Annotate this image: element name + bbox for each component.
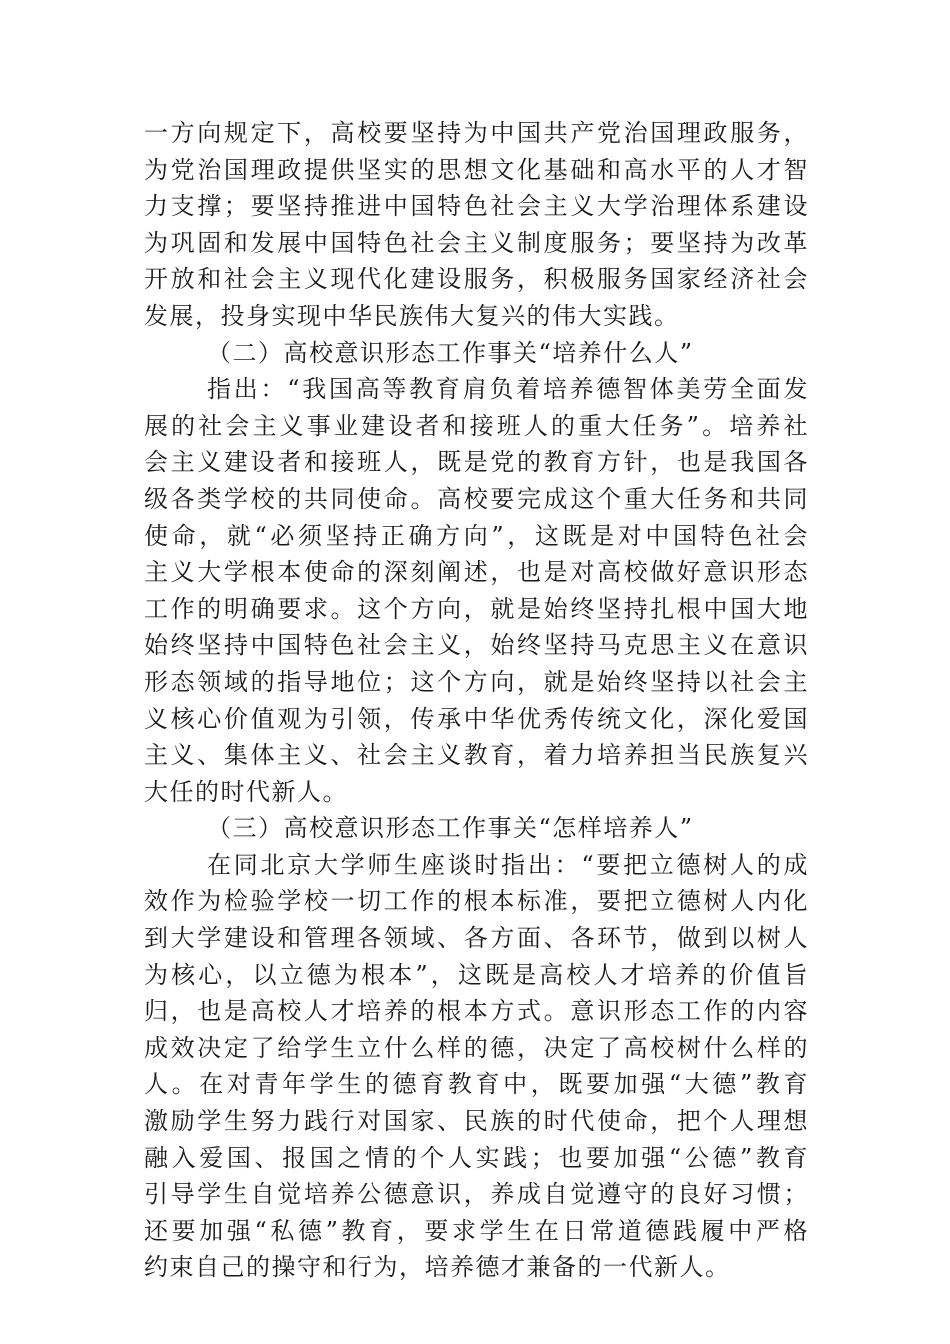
paragraph-line: 为党治国理政提供坚实的思想文化基础和高水平的人才智 [144,155,809,184]
paragraph-line: 到大学建设和管理各领域、各方面、各环节，做到以树人 [144,924,809,953]
paragraph-line: 力支撑；要坚持推进中国特色社会主义大学治理体系建设 [144,192,809,221]
paragraph-line: 开放和社会主义现代化建设服务，积极服务国家经济社会 [144,265,809,294]
paragraph-line: 成效决定了给学生立什么样的德，决定了高校树什么样的 [144,1033,809,1062]
paragraph-line: 还要加强“私德”教育，要求学生在日常道德践履中严格 [144,1216,809,1245]
paragraph-line: 为核心，以立德为根本”，这既是高校人才培养的价值旨 [144,960,809,989]
paragraph-line: 工作的明确要求。这个方向，就是始终坚持扎根中国大地 [144,594,809,623]
paragraph-line: 约束自己的操守和行为，培养德才兼备的一代新人。 [144,1253,731,1282]
paragraph-line: 形态领域的指导地位；这个方向，就是始终坚持以社会主 [144,667,809,696]
section-heading-2: （二）高校意识形态工作事关“培养什么人” [207,338,694,367]
paragraph-line: 融入爱国、报国之情的个人实践；也要加强“公德”教育 [144,1143,809,1172]
paragraph-2 [144,371,809,810]
paragraph-line: 义核心价值观为引领，传承中华优秀传统文化，深化爱国 [144,704,809,733]
section-heading-3: （三）高校意识形态工作事关“怎样培养人” [207,814,694,843]
paragraph-line: 级各类学校的共同使命。高校要完成这个重大任务和共同 [144,484,809,513]
paragraph-line: 发展，投身实现中华民族伟大复兴的伟大实践。 [144,301,680,330]
document-body [144,115,809,1286]
paragraph-line: 大任的时代新人。 [144,777,348,806]
paragraph-line: 归，也是高校人才培养的根本方式。意识形态工作的内容 [144,997,809,1026]
paragraph-3 [144,847,809,1286]
paragraph-line: 主义大学根本使命的深刻阐述，也是对高校做好意识形态 [144,558,809,587]
paragraph-line: 激励学生努力践行对国家、民族的时代使命，把个人理想 [144,1107,809,1136]
paragraph-line: 为巩固和发展中国特色社会主义制度服务；要坚持为改革 [144,228,809,257]
paragraph-line: 人。在对青年学生的德育教育中，既要加强“大德”教育 [144,1070,809,1099]
paragraph-line: 一方向规定下，高校要坚持为中国共产党治国理政服务， [144,119,809,147]
paragraph-1 [144,115,809,335]
paragraph-line: 指出：“我国高等教育肩负着培养德智体美劳全面发 [207,375,809,404]
paragraph-line: 主义、集体主义、社会主义教育，着力培养担当民族复兴 [144,741,809,770]
paragraph-line: 展的社会主义事业建设者和接班人的重大任务”。培养社 [144,411,809,440]
paragraph-line: 效作为检验学校一切工作的根本标准，要把立德树人内化 [144,887,809,916]
paragraph-line: 引导学生自觉培养公德意识，养成自觉遵守的良好习惯； [144,1180,809,1209]
paragraph-line: 在同北京大学师生座谈时指出：“要把立德树人的成 [207,850,809,879]
paragraph-line: 使命，就“必须坚持正确方向”，这既是对中国特色社会 [144,521,809,550]
paragraph-line: 始终坚持中国特色社会主义，始终坚持马克思主义在意识 [144,631,809,660]
paragraph-line: 会主义建设者和接班人，既是党的教育方针，也是我国各 [144,448,809,477]
